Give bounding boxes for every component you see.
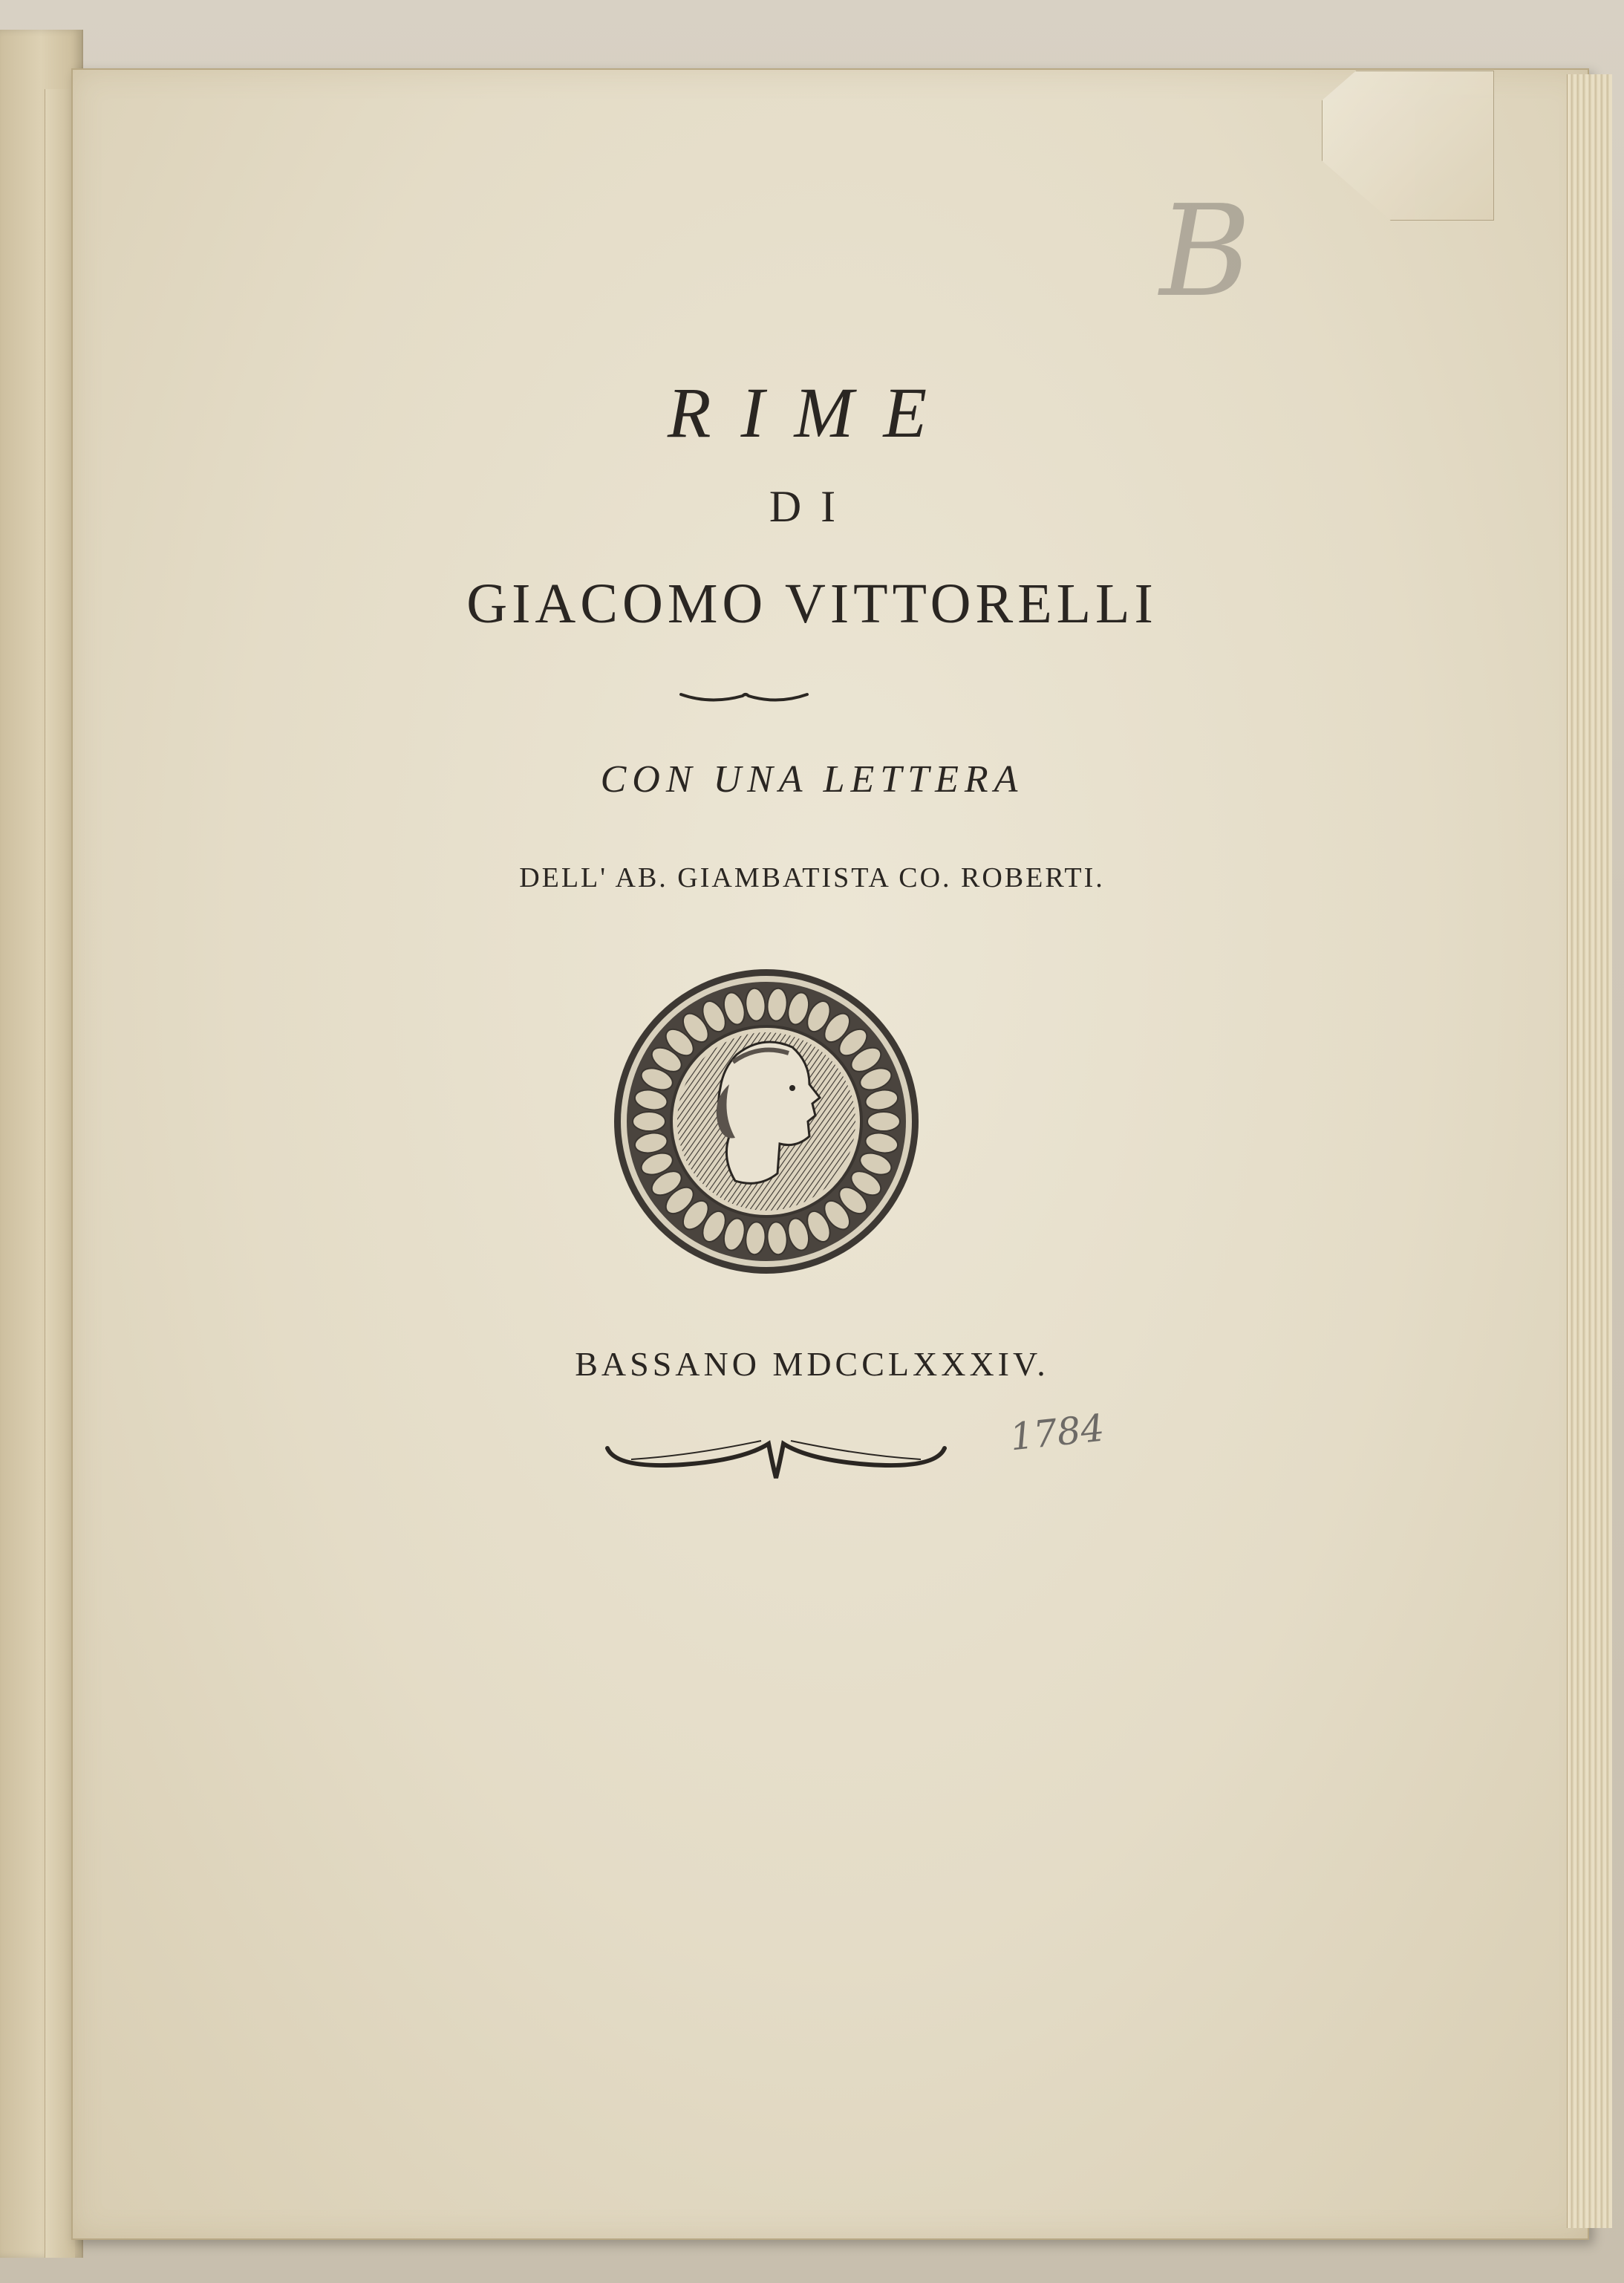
- book-title: RIME: [667, 373, 957, 452]
- imprint: BASSANO MDCCLXXXIV.: [575, 1345, 1049, 1383]
- portrait-medallion-icon: [610, 965, 922, 1277]
- title-preposition: DI: [769, 482, 855, 531]
- pencil-year-note: 1784: [1008, 1406, 1106, 1459]
- author-name: GIACOMO VITTORELLI: [466, 573, 1158, 635]
- ornament-swash-icon: [601, 1433, 950, 1493]
- ornament-rule-icon: [677, 680, 811, 709]
- subtitle: CON UNA LETTERA: [600, 758, 1024, 801]
- pencil-mark: B: [1145, 178, 1265, 325]
- letter-author: DELL' AB. GIAMBATISTA CO. ROBERTI.: [519, 862, 1105, 893]
